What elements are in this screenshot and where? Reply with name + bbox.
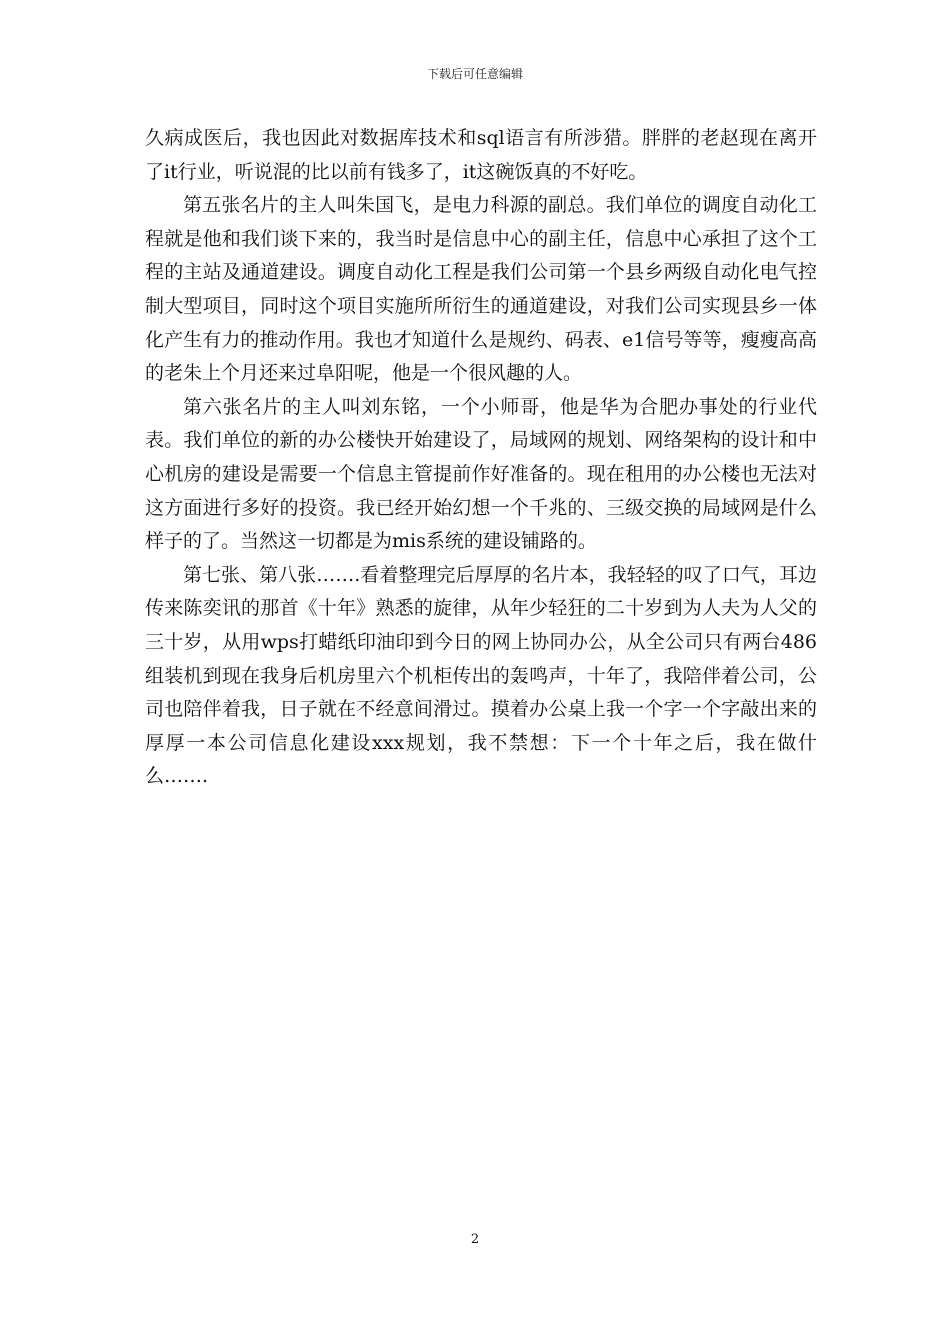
page-number: 2: [470, 1232, 480, 1247]
paragraph-fifth-card: 第五张名片的主人叫朱国飞，是电力科源的副总。我们单位的调度自动化工程就是他和我们谈下来的，我当时是信息中心的副主任，信息中心承担了这个工程的主站及通道建设。调度自动化工程是我们公司第一个县乡两级自动化电气控制大型项目，同时这个项目实施所所衍生的通道建设，对我们公司实现县乡一体化产生有力的推动作用。我也才知道什么是规约、码表、e1信号等等，瘦瘦高高的老朱上个月还来过阜阳呢，他是一个很风趣的人。: [145, 194, 817, 385]
paragraph-continued: 久病成医后，我也因此对数据库技术和sql语言有所涉猎。胖胖的老赵现在离开了it行业，听说混的比以前有钱多了，it这碗饭真的不好吃。: [145, 127, 817, 183]
page-header: 下载后可任意编辑: [426, 67, 523, 81]
paragraph-seventh-eighth-card: 第七张、第八张…….看着整理完后厚厚的名片本，我轻轻的叹了口气，耳边传来陈奕讯的那首《十年》熟悉的旋律，从年少轻狂的二十岁到为人夫为人父的三十岁，从用wps打蜡纸印油印到今日的网上协同办公，从全公司只有两台486组装机到现在我身后机房里六个机柜传出的轰鸣声，十年了，我陪伴着公司，公司也陪伴着我，日子就在不经意间滑过。摸着办公桌上我一个字一个字敲出来的厚厚一本公司信息化建设xxx规划，我不禁想：下一个十年之后，我在做什么…….: [145, 563, 817, 788]
document-body: [145, 122, 817, 794]
paragraph-sixth-card: 第六张名片的主人叫刘东铭，一个小师哥，他是华为合肥办事处的行业代表。我们单位的新的办公楼快开始建设了，局域网的规划、网络架构的设计和中心机房的建设是需要一个信息主管提前作好准备的。现在租用的办公楼也无法对这方面进行多好的投资。我已经开始幻想一个千兆的、三级交换的局域网是什么样子的了。当然这一切都是为mis系统的建设铺路的。: [145, 395, 817, 553]
